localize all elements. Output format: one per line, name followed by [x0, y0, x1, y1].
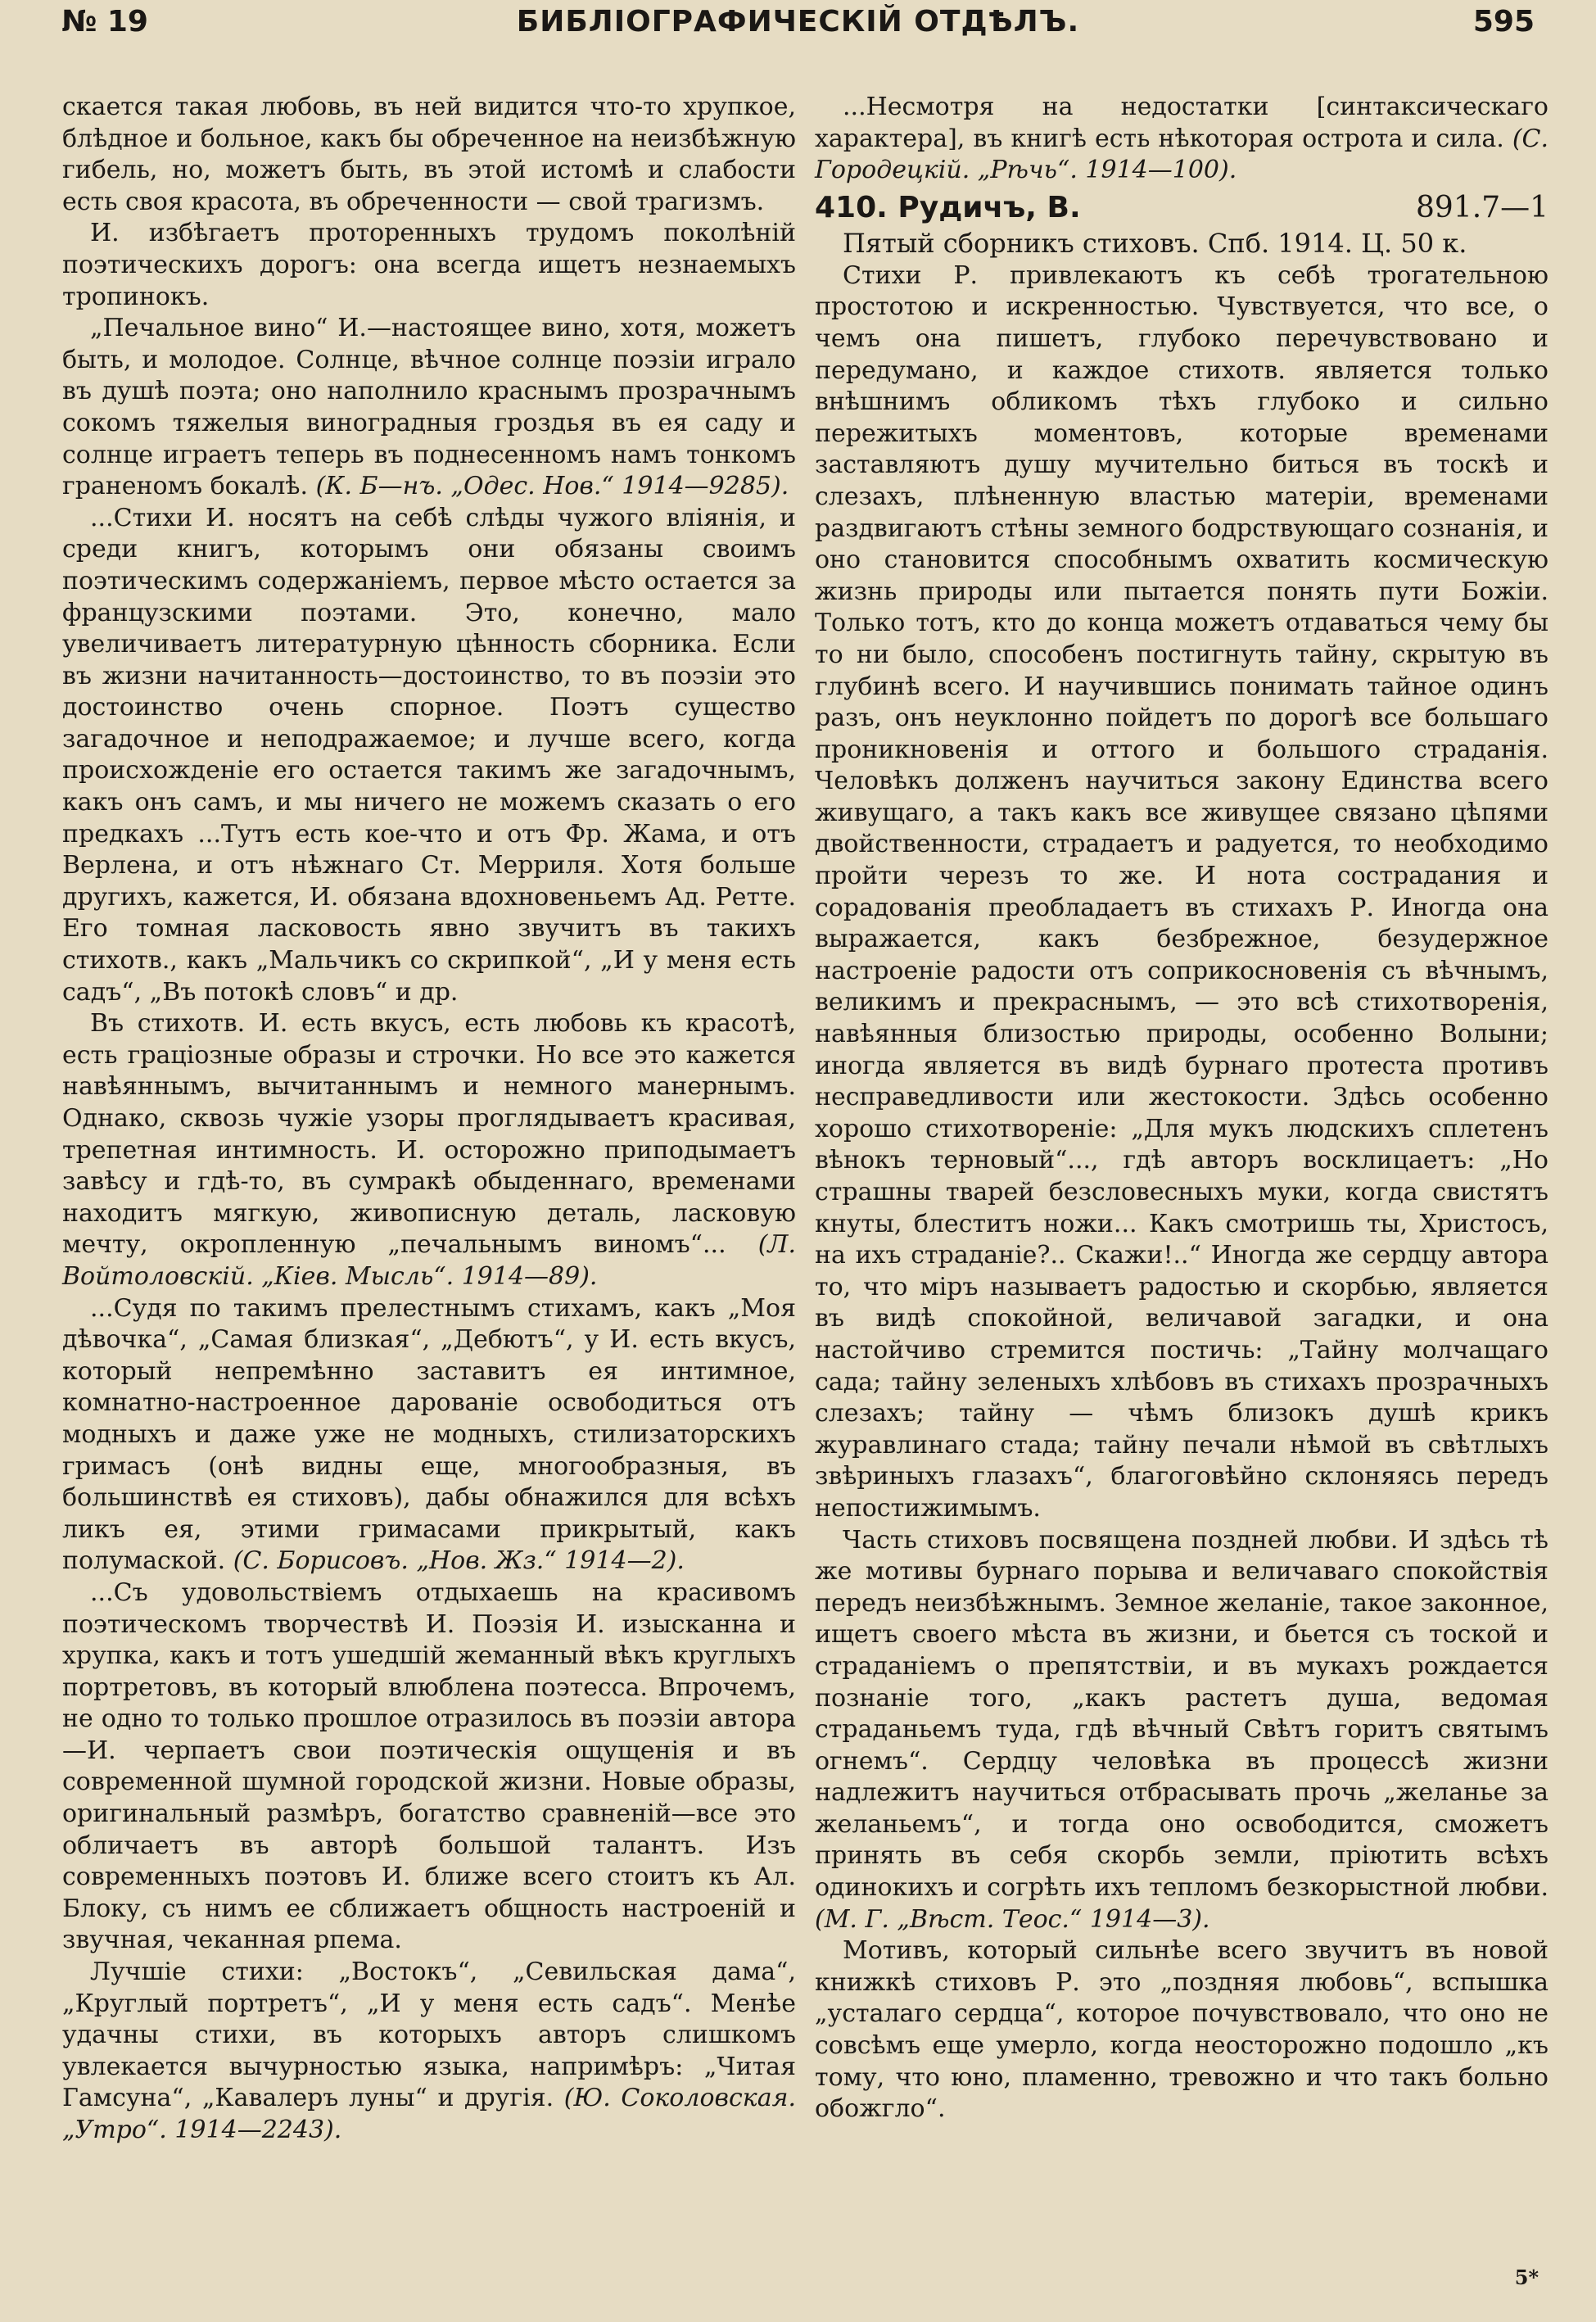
entry-number: 410. [815, 190, 888, 224]
review-text: ...Несмотря на недостатки [синтаксическаго характера], въ книгѣ есть нѣкоторая острота и сила. [815, 93, 1549, 153]
review-source: (С. Городецкій. „Рѣчь“. 1914—100). [815, 124, 1549, 185]
review-text: ...Судя по такимъ прелестнымъ стихамъ, какъ „Моя дѣвочка“, „Самая близкая“, „Дебютъ“, у И. есть вкусъ, который непремѣнно заставитъ ея интимное, комнатно-настроенное дарованіе освободиться отъ модныхъ и даже уже не модныхъ, стилизаторскихъ гримасъ (онѣ видны еще, многообразныя, въ большинствѣ ея стиховъ), дабы обнажился для всѣхъ ликъ ея, этими гримасами прикрытый, какъ полумаской. [62, 1293, 796, 1576]
entry-classification: 891.7—1 [1416, 190, 1549, 224]
review-paragraph: Стихи Р. привлекаютъ къ себѣ трогательною простотою и искренностью. Чувствуется, что все, о чемъ она пишетъ, глубоко перечувствовано и передумано, и каждое стихотв. является только внѣшнимъ обликомъ тѣхъ глубоко и сильно пережитыхъ моментовъ, которые временами заставляютъ душу мучительно биться въ тоскѣ и слезахъ, плѣненную властью матеріи, временами раздвигаютъ стѣны земного бодрствующаго сознанія, и оно становится способнымъ охватить космическую жизнь природы или пытается понять пути Божіи. Только тотъ, кто до конца можетъ отдаваться чему бы то ни было, способенъ постигнуть тайну, скрытую въ глубинѣ всего. И научившись понимать тайное одинъ разъ, онъ неуклонно пойдетъ по дорогѣ все большаго проникновенія и оттого и большого страданія. Человѣкъ долженъ научиться закону Единства всего живущаго, а такъ какъ все живущее связано цѣпями двойственности, страдаетъ и радуется, то необходимо пройти черезъ то же. И нота сострадания и сорадованія преобладаетъ въ стихахъ Р. Иногда она выражается, какъ безбрежное, безудержное настроеніе радости отъ соприкосновенія съ вѣчнымъ, великимъ и прекраснымъ, — это всѣ стихотворенія, навѣянныя близостью природы, особенно Волыни; иногда является въ видѣ бурнаго протеста противъ несправедливости или жестокости. Здѣсь особенно хорошо стихотвореніе: „Для мукъ людскихъ сплетенъ вѣнокъ терновый“..., гдѣ авторъ восклицаетъ: „Но страшны тварей безсловесныхъ муки, когда свистятъ кнуты, блеститъ ножи... Какъ смотришь ты, Христосъ, на ихъ страданіе?.. Скажи!..“ Иногда же сердцу автора то, что міръ называетъ радостью и скорбью, является въ видѣ спокойной, величавой загадки, и она настойчиво стремится постичь: „Тайну молчащаго сада; тайну зеленыхъ хлѣбовъ въ стихахъ прозрачныхъ слезахъ; тайну — чѣмъ близокъ душѣ крикъ журавлинаго стада; тайну печали нѣмой въ свѣтлыхъ звѣриныхъ глазахъ“, благоговѣйно склоняясь передъ непостижимымъ. [815, 260, 1549, 1523]
review-text: Въ стихотв. И. есть вкусъ, есть любовь къ красотѣ, есть граціозные образы и строчки. Но все это кажется навѣяннымъ, вычитаннымъ и немного манернымъ. Однако, сквозь чужіе узоры проглядываетъ красивая, трепетная интимность. И. осторожно приподымаетъ завѣсу и гдѣ-то, въ сумракѣ обыденнаго, временами находитъ мягкую, живописную деталь, ласковую мечту, окропленную „печальнымъ виномъ“... [62, 1009, 796, 1260]
review-paragraph: Мотивъ, который сильнѣе всего звучитъ въ новой книжкѣ стиховъ Р. это „поздняя любовь“, вспышка „усталаго сердца“, которое почувствовало, что оно не совсѣмъ еще умерло, когда неосторожно подошло „къ тому, что юно, пламенно, тревожно и что такъ больно обожгло“. [815, 1936, 1549, 2124]
review-paragraph [62, 1008, 796, 1292]
left-column [62, 92, 796, 2147]
right-column [815, 92, 1549, 2125]
page-header [61, 5, 1535, 51]
review-paragraph [62, 1957, 796, 2147]
review-source: (С. Борисовъ. „Нов. Жз.“ 1914—2). [233, 1546, 685, 1576]
entry-author: Рудичъ, В. [897, 190, 1081, 224]
review-paragraph [815, 1525, 1549, 1936]
review-paragraph [62, 313, 796, 503]
signature-mark: 5* [1514, 2265, 1539, 2289]
review-paragraph [815, 92, 1549, 187]
book-title: Пятый сборникъ стиховъ. Спб. 1914. Ц. 50 к. [843, 227, 1467, 259]
review-paragraph: И. избѣгаетъ проторенныхъ трудомъ поколѣній поэтическихъ дорогъ: она всегда ищетъ незнаемыхъ тропинокъ. [62, 219, 796, 311]
review-paragraph [62, 1293, 796, 1577]
review-text: Лучшіе стихи: „Востокъ“, „Севильская дама“, „Круглый портретъ“, „И у меня есть садъ“. Менѣе удачны стихи, въ которыхъ авторъ слишкомъ увлекается вычурностью языка, напримѣръ: „Читая Гамсуна“, „Кавалеръ луны“ и другія. [62, 1958, 796, 2113]
review-source: (Л. Войтоловскій. „Кіев. Мысль“. 1914—89). [62, 1230, 796, 1291]
review-paragraph: скается такая любовь, въ ней видится что-то хрупкое, блѣдное и больное, какъ бы обреченное на неизбѣжную гибель, но, можетъ быть, въ этой истомѣ и слабости есть своя красота, въ обреченности — свой трагизмъ. [62, 93, 796, 216]
review-paragraph: ...Стихи И. носятъ на себѣ слѣды чужого вліянія, и среди книгъ, которымъ они обязаны своимъ поэтическимъ содержаніемъ, первое мѣсто остается за французскими поэтами. Это, конечно, мало увеличиваетъ литературную цѣнность сборника. Если въ жизни начитанность—достоинство, то въ поэзіи это достоинство очень спорное. Поэтъ существо загадочное и неподражаемое; и лучше всего, когда происхожденіе его остается такимъ же загадочнымъ, какъ онъ самъ, и мы ничего не можемъ сказать о его предкахъ ...Тутъ есть кое-что и отъ Фр. Жама, и отъ Верлена, и отъ нѣжнаго Ст. Мерриля. Хотя больше другихъ, кажется, И. обязана вдохновеньемъ Ад. Ретте. Его томная ласковость явно звучитъ въ такихъ стихотв., какъ „Мальчикъ со скрипкой“, „И у меня есть садъ“, „Въ потокѣ словъ“ и др. [62, 503, 796, 1007]
review-source: (М. Г. „Вѣст. Теос.“ 1914—3). [815, 1904, 1210, 1934]
page-number: 595 [1472, 5, 1535, 38]
review-source: (К. Б—нъ. „Одес. Нов.“ 1914—9285). [315, 472, 789, 501]
review-source: (Ю. Соколовская. „Утро“. 1914—2243). [62, 2084, 796, 2144]
review-text: „Печальное вино“ И.—настоящее вино, хотя, можетъ быть, и молодое. Солнце, вѣчное солнце поэзіи играло въ душѣ поэта; оно наполнило краснымъ прозрачнымъ сокомъ тяжелыя виноградныя гроздья въ ея саду и солнце играетъ теперь въ поднесенномъ намъ тонкомъ граненомъ бокалѣ. [62, 314, 796, 501]
issue-number: № 19 [61, 5, 148, 38]
review-paragraph: ...Съ удовольствіемъ отдыхаешь на красивомъ поэтическомъ творчествѣ И. Поэзія И. изысканна и хрупка, какъ и тотъ ушедшій жеманный вѣкъ круглыхъ портретовъ, въ который влюблена поэтесса. Впрочемъ, не одно то только прошлое отразилось въ поэзіи автора—И. черпаетъ свои поэтическія ощущенія и въ современной шумной городской жизни. Новые образы, оригинальный размѣръ, богатство сравненій—все это обличаетъ въ авторѣ большой талантъ. Изъ современныхъ поэтовъ И. ближе всего стоитъ къ Ал. Блоку, съ нимъ ее сближаетъ общность настроеній и звучная, чеканная рпема. [62, 1577, 796, 1955]
review-text: Часть стиховъ посвящена поздней любви. И здѣсь тѣ же мотивы бурнаго порыва и величаваго спокойствія передъ неизбѣжнымъ. Земное желаніе, такое законное, ищетъ своего мѣста въ жизни, и бьется съ тоской и страданіемъ о препятствіи, и въ мукахъ рождается познаніе того, „какъ растетъ душа, ведомая страданьемъ туда, гдѣ вѣчный Свѣтъ горитъ святымъ огнемъ“. Сердцу человѣка въ процессѣ жизни надлежитъ научиться отбрасывать прочь „желанье за желаньемъ“, и тогда оно освободится, сможетъ принять въ себя скорбь земли, пріютить всѣхъ одинокихъ и согрѣть ихъ тепломъ безкорыстной любви. [815, 1525, 1549, 1903]
section-title: БИБЛІОГРАФИЧЕСКІЙ ОТДѢЛЪ. [516, 5, 1080, 38]
entry-heading [815, 190, 1549, 226]
